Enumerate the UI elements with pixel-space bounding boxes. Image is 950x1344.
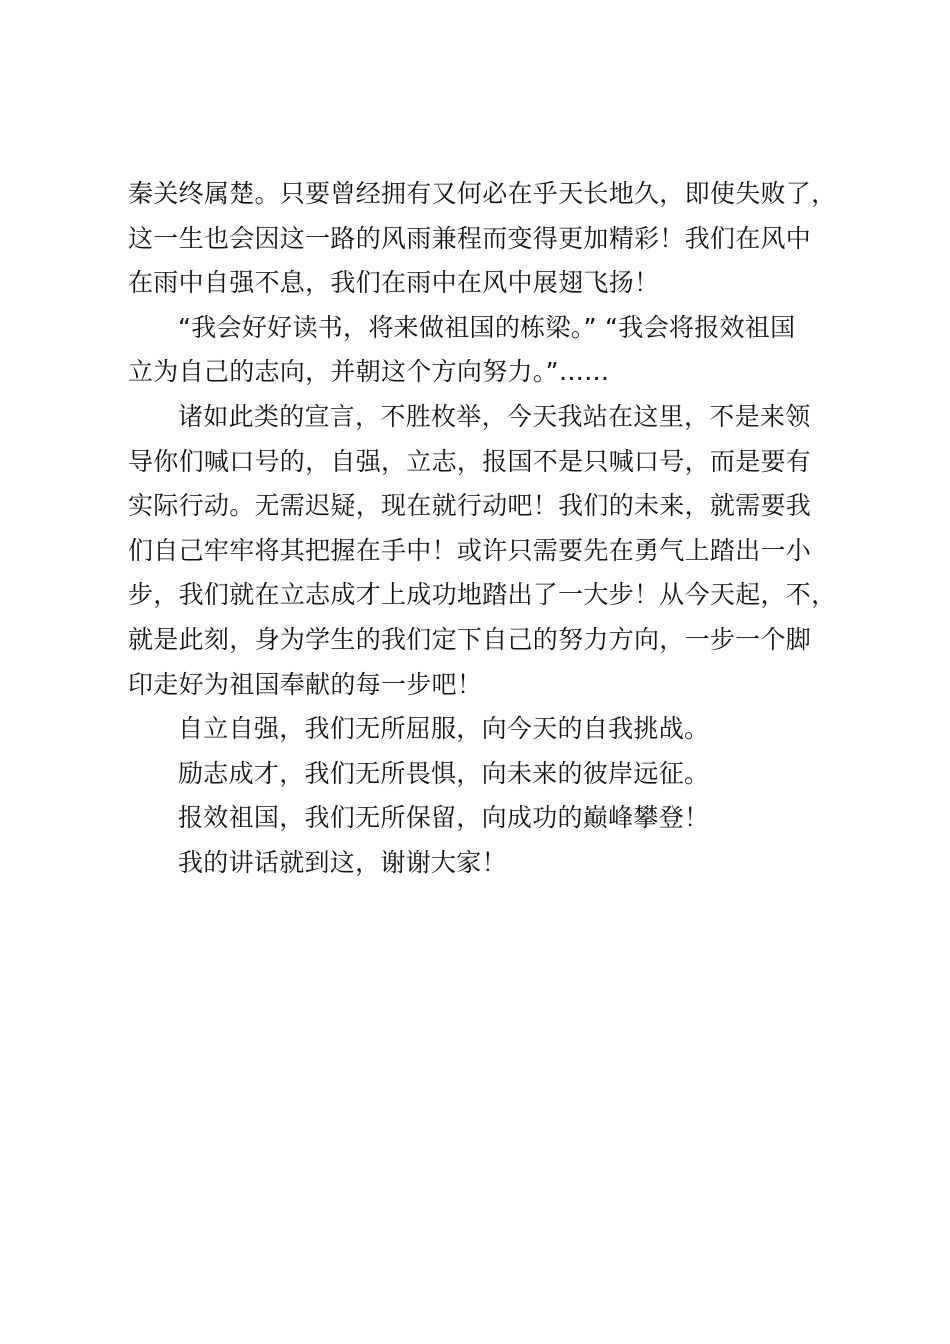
- text-line: 诸如此类的宣言，不胜枚举，今天我站在这里，不是来领: [178, 401, 811, 431]
- text-line: 我的讲话就到这，谢谢大家！: [178, 847, 507, 877]
- speech-body: [128, 172, 868, 886]
- text-line: 们自己牢牢将其把握在手中！或许只需要先在勇气上踏出一小: [128, 535, 812, 565]
- text-line: 步，我们就在立志成才上成功地踏出了一大步！从今天起，不，: [128, 580, 837, 610]
- text-line: 这一生也会因这一路的风雨兼程而变得更加精彩！我们在风中: [128, 223, 812, 253]
- text-line: 导你们喊口号的，自强，立志，报国不是只喊口号，而是要有: [128, 446, 812, 476]
- text-line: 在雨中自强不息，我们在雨中在风中展翅飞扬！: [128, 268, 660, 298]
- text-line: 就是此刻，身为学生的我们定下自己的努力方向，一步一个脚: [128, 624, 812, 654]
- text-line: 秦关终属楚。只要曾经拥有又何必在乎天长地久，即使失败了，: [128, 179, 837, 208]
- text-line: 报效祖国，我们无所保留，向成功的巅峰攀登！: [178, 803, 710, 833]
- text-line: “我会好好读书，将来做祖国的栋梁。” “我会将报效祖国: [178, 312, 796, 342]
- text-line: 立为自己的志向，并朝这个方向努力。”……: [128, 357, 610, 387]
- text-line: 自立自强，我们无所屈服，向今天的自我挑战。: [178, 714, 710, 744]
- text-line: 印走好为祖国奉献的每一步吧！: [128, 669, 483, 699]
- text-line: 实际行动。无需迟疑，现在就行动吧！我们的未来，就需要我: [128, 491, 812, 521]
- text-line: 励志成才，我们无所畏惧，向未来的彼岸远征。: [178, 758, 710, 788]
